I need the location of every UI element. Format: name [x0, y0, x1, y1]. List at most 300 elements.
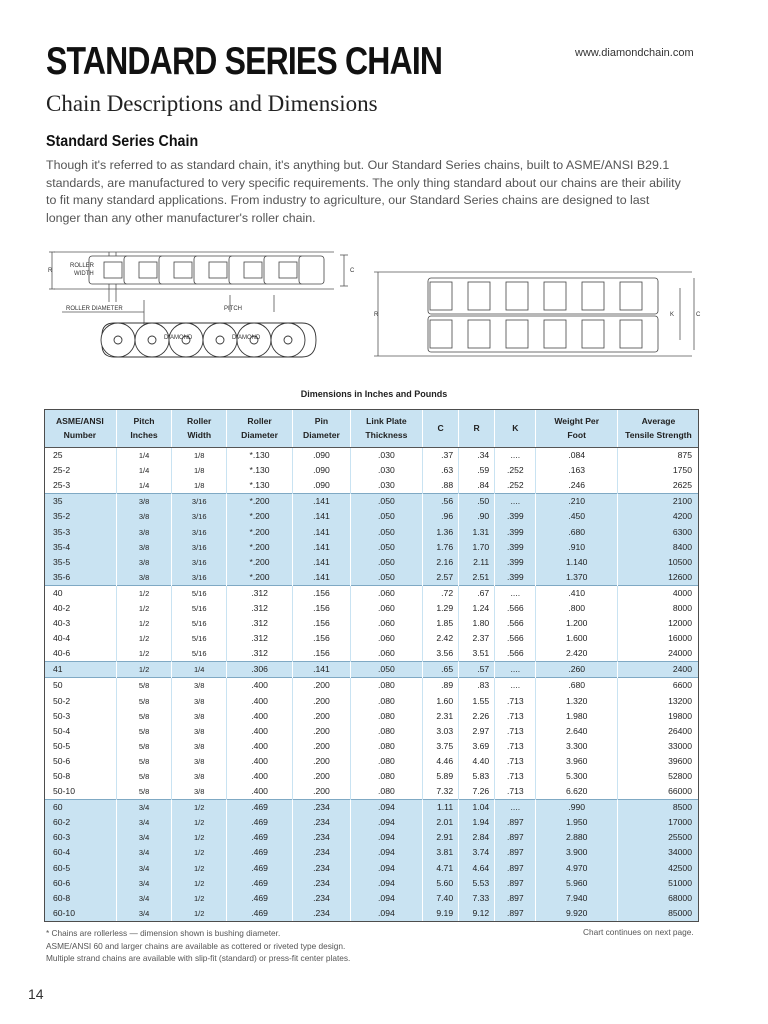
table-cell: 5/16: [172, 585, 227, 601]
table-cell: .234: [293, 800, 351, 816]
table-cell: 3/8: [172, 724, 227, 739]
table-cell: 50-6: [53, 755, 71, 766]
section-heading: Standard Series Chain: [46, 133, 199, 150]
table-cell: 5/8: [116, 754, 172, 769]
table-cell: 50-4: [53, 725, 71, 736]
table-row: [44, 800, 699, 816]
table-cell: 40-4: [53, 633, 71, 644]
table-cell: 5/8: [116, 709, 172, 724]
table-cell: .410: [536, 585, 617, 601]
table-cell: .141: [293, 494, 351, 510]
table-cell: 1/2: [116, 662, 172, 678]
table-cell: .210: [536, 494, 617, 510]
table-cell: 2.420: [536, 646, 617, 662]
table-cell: 9.19: [423, 906, 459, 921]
table-cell: 2.42: [423, 631, 459, 646]
table-cell: 6600: [617, 678, 699, 694]
table-cell: 68000: [617, 891, 699, 906]
table-cell: 1.950: [536, 815, 617, 830]
column-header-line2: Foot: [567, 430, 586, 440]
table-cell: .141: [293, 570, 351, 586]
table-cell: .084: [536, 448, 617, 464]
brand-mark-1: DIAMOND: [164, 335, 193, 341]
table-cell: 16000: [617, 631, 699, 646]
table-cell: 1.04: [459, 800, 495, 816]
c-label: C: [350, 268, 355, 274]
table-cell: 1/2: [116, 601, 172, 616]
table-cell: 3.56: [423, 646, 459, 662]
table-cell: ....: [495, 585, 536, 601]
table-cell: 3.960: [536, 754, 617, 769]
table-cell: 3/8: [116, 540, 172, 555]
table-cell: .37: [423, 448, 459, 464]
table-cell: 3/8: [172, 784, 227, 800]
table-cell: 1.94: [459, 815, 495, 830]
table-cell: 5.83: [459, 769, 495, 784]
table-cell: 52800: [617, 769, 699, 784]
table-cell: 50: [44, 678, 116, 694]
column-header-line1: Weight Per: [554, 416, 600, 426]
table-cell: .156: [293, 646, 351, 662]
r-label-2: R: [374, 312, 379, 318]
table-cell: 2.16: [423, 555, 459, 570]
table-cell: 50-10: [53, 786, 75, 797]
table-cell: .252: [495, 463, 536, 478]
table-cell: 8400: [617, 540, 699, 555]
table-row: [44, 616, 699, 631]
table-cell: 1.80: [459, 616, 495, 631]
column-header-line2: Tensile Strength: [625, 430, 692, 440]
table-cell: 19800: [617, 709, 699, 724]
table-cell: .094: [350, 815, 422, 830]
column-header-line2: Diameter: [303, 430, 340, 440]
table-cell: 1/2: [172, 830, 227, 845]
table-cell: .469: [227, 815, 293, 830]
table-cell: 1/2: [116, 585, 172, 601]
table-cell: .399: [495, 509, 536, 524]
table-cell: .897: [495, 830, 536, 845]
table-cell: 60-6: [44, 876, 116, 891]
column-header-line2: Inches: [130, 430, 158, 440]
table-cell: .566: [495, 646, 536, 662]
table-cell: 1/8: [172, 463, 227, 478]
table-cell: 60-8: [44, 891, 116, 906]
table-cell: .050: [350, 494, 422, 510]
table-cell: 1/4: [116, 448, 172, 464]
table-body: [44, 448, 699, 921]
column-header-line1: Roller: [247, 416, 272, 426]
table-cell: .399: [495, 524, 536, 539]
table-cell: *.200: [227, 524, 293, 539]
page-subtitle: Chain Descriptions and Dimensions: [46, 91, 378, 116]
table-cell: 3/4: [116, 845, 172, 860]
table-cell: *.130: [227, 478, 293, 494]
table-cell: .450: [536, 509, 617, 524]
width-label: WIDTH: [74, 271, 94, 277]
table-cell: 1.36: [423, 524, 459, 539]
table-cell: 4.970: [536, 861, 617, 876]
table-cell: .400: [227, 784, 293, 800]
table-cell: 1.600: [536, 631, 617, 646]
table-cell: 6300: [617, 524, 699, 539]
table-cell: .34: [459, 448, 495, 464]
column-header-line1: Link Plate: [366, 416, 407, 426]
table-row: [44, 662, 699, 678]
table-cell: .400: [227, 694, 293, 709]
table-cell: .400: [227, 769, 293, 784]
table-cell: .156: [293, 601, 351, 616]
table-cell: .96: [423, 509, 459, 524]
table-cell: .59: [459, 463, 495, 478]
table-cell: 4.40: [459, 754, 495, 769]
table-cell: .50: [459, 494, 495, 510]
table-cell: 3/8: [116, 555, 172, 570]
table-cell: .260: [536, 662, 617, 678]
table-cell: 5/16: [172, 631, 227, 646]
table-cell: .312: [227, 646, 293, 662]
pitch-label: PITCH: [224, 306, 242, 312]
column-header-line2: Thickness: [365, 430, 408, 440]
table-cell: 4.71: [423, 861, 459, 876]
table-cell: 39600: [617, 754, 699, 769]
table-cell: 1.29: [423, 601, 459, 616]
column-header: [459, 409, 495, 448]
table-cell: .094: [350, 876, 422, 891]
table-cell: 3/4: [116, 876, 172, 891]
table-row: [44, 709, 699, 724]
table-cell: .400: [227, 754, 293, 769]
table-cell: 5/8: [116, 724, 172, 739]
table-cell: .306: [227, 662, 293, 678]
column-header-line1: Pitch: [133, 416, 155, 426]
table-cell: .680: [536, 678, 617, 694]
table-cell: 35-4: [44, 540, 116, 555]
table-cell: 1/2: [172, 815, 227, 830]
table-cell: 60-2: [44, 815, 116, 830]
table-cell: .200: [293, 739, 351, 754]
single-strand-chain-diagram: [44, 240, 355, 378]
continued-note: Chart continues on next page.: [583, 927, 694, 937]
table-cell: 3/4: [116, 891, 172, 906]
table-cell: 3/4: [116, 800, 172, 816]
table-cell: .080: [350, 754, 422, 769]
table-cell: .566: [495, 601, 536, 616]
table-cell: 1.24: [459, 601, 495, 616]
page-title: STANDARD SERIES CHAIN: [46, 40, 443, 83]
table-cell: 1/2: [116, 646, 172, 662]
table-row: [44, 585, 699, 601]
table-cell: 4.46: [423, 754, 459, 769]
table-row: [44, 861, 699, 876]
table-cell: .469: [227, 861, 293, 876]
table-row: [44, 509, 699, 524]
table-cell: 1/4: [116, 463, 172, 478]
table-cell: .83: [459, 678, 495, 694]
table-cell: .897: [495, 906, 536, 921]
table-cell: 3/8: [172, 709, 227, 724]
table-cell: .050: [350, 540, 422, 555]
table-cell: 9.12: [459, 906, 495, 921]
table-cell: 25-2: [53, 465, 71, 476]
table-cell: .400: [227, 724, 293, 739]
table-cell: .469: [227, 891, 293, 906]
table-cell: .469: [227, 906, 293, 921]
column-header: [44, 409, 116, 448]
table-row: [44, 724, 699, 739]
table-cell: 1/4: [172, 662, 227, 678]
table-cell: .713: [495, 694, 536, 709]
table-row: [44, 448, 699, 464]
table-cell: .080: [350, 739, 422, 754]
table-cell: .090: [293, 463, 351, 478]
footnote-3: Multiple strand chains are available with slip-fit (standard) or press-fit center plates.: [46, 953, 351, 963]
table-row: [44, 815, 699, 830]
c-label-2: C: [696, 312, 701, 318]
table-cell: .400: [227, 739, 293, 754]
table-cell: .469: [227, 876, 293, 891]
table-cell: .030: [350, 478, 422, 494]
table-cell: 50-3: [53, 710, 71, 721]
table-cell: .713: [495, 739, 536, 754]
table-cell: .141: [293, 524, 351, 539]
table-cell: .094: [350, 891, 422, 906]
table-cell: .566: [495, 631, 536, 646]
table-cell: .680: [536, 524, 617, 539]
table-cell: .050: [350, 509, 422, 524]
table-cell: 1.320: [536, 694, 617, 709]
table-cell: .200: [293, 724, 351, 739]
table-cell: 1/2: [172, 861, 227, 876]
table-cell: .90: [459, 509, 495, 524]
table-cell: 9.920: [536, 906, 617, 921]
table-cell: .141: [293, 540, 351, 555]
table-cell: 3/8: [116, 524, 172, 539]
table-cell: 33000: [617, 739, 699, 754]
table-cell: 5.300: [536, 769, 617, 784]
table-cell: 1750: [617, 463, 699, 478]
table-cell: .156: [293, 616, 351, 631]
footnote-1: * Chains are rollerless — dimension shown is bushing diameter.: [46, 928, 281, 938]
table-cell: 2400: [617, 662, 699, 678]
table-cell: *.130: [227, 463, 293, 478]
table-cell: 35: [44, 494, 116, 510]
table-cell: 26400: [617, 724, 699, 739]
table-cell: 5/16: [172, 601, 227, 616]
table-cell: .399: [495, 555, 536, 570]
table-cell: 3/16: [172, 540, 227, 555]
double-strand-chain-diagram: [372, 268, 702, 360]
table-cell: 3/4: [116, 830, 172, 845]
table-cell: .060: [350, 601, 422, 616]
table-cell: .200: [293, 709, 351, 724]
table-row: [44, 646, 699, 662]
table-cell: .050: [350, 570, 422, 586]
table-cell: 50-5: [53, 740, 71, 751]
table-cell: 3/16: [172, 570, 227, 586]
table-cell: 2.91: [423, 830, 459, 845]
dimensions-table: [44, 409, 699, 921]
table-cell: ....: [495, 494, 536, 510]
table-row: [44, 524, 699, 539]
table-cell: *.200: [227, 494, 293, 510]
table-cell: 2.37: [459, 631, 495, 646]
table-cell: 3.74: [459, 845, 495, 860]
table-cell: .990: [536, 800, 617, 816]
table-cell: 3/4: [116, 815, 172, 830]
intro-paragraph: Though it's referred to as standard chain, it's anything but. Our Standard Series chains, built to ASME/ANSI B29.1 standards, are manufactured to very specific requirements. The only thing standard about our chains are their ability to fit many standard applications. From industry to agriculture, our Standard Series chains are designed to last longer than any other manufacturer's roller chain.: [46, 158, 681, 225]
table-cell: .030: [350, 463, 422, 478]
column-header-line1: K: [512, 423, 519, 433]
table-cell: 35-6: [44, 570, 116, 586]
table-cell: 1.980: [536, 709, 617, 724]
column-header: [293, 409, 351, 448]
table-cell: 51000: [617, 876, 699, 891]
table-cell: .080: [350, 724, 422, 739]
table-cell: 5/8: [116, 694, 172, 709]
table-cell: 35-5: [44, 555, 116, 570]
table-cell: .094: [350, 830, 422, 845]
table-cell: .050: [350, 662, 422, 678]
table-row: [44, 739, 699, 754]
table-cell: 2.880: [536, 830, 617, 845]
table-cell: 10500: [617, 555, 699, 570]
table-cell: 2.57: [423, 570, 459, 586]
table-cell: 1/8: [172, 448, 227, 464]
table-cell: 12600: [617, 570, 699, 586]
table-cell: .57: [459, 662, 495, 678]
table-cell: .060: [350, 616, 422, 631]
table-cell: 5/16: [172, 616, 227, 631]
table-cell: .312: [227, 585, 293, 601]
table-cell: 50-2: [53, 695, 71, 706]
table-cell: 40-2: [53, 602, 71, 613]
table-cell: 60-10: [44, 906, 116, 921]
table-row: [44, 601, 699, 616]
table-cell: .094: [350, 845, 422, 860]
table-cell: .094: [350, 906, 422, 921]
column-header-line1: Roller: [187, 416, 212, 426]
table-cell: .094: [350, 800, 422, 816]
table-cell: 5.89: [423, 769, 459, 784]
roller-label: ROLLER: [70, 263, 95, 269]
table-cell: 60-5: [44, 861, 116, 876]
table-row: [44, 494, 699, 510]
table-cell: 25: [53, 450, 63, 461]
table-cell: .050: [350, 555, 422, 570]
table-cell: 5/8: [116, 739, 172, 754]
table-row: [44, 694, 699, 709]
column-header-line2: Number: [63, 430, 97, 440]
table-cell: .234: [293, 845, 351, 860]
table-cell: 25-3: [53, 480, 71, 491]
table-cell: ....: [495, 662, 536, 678]
table-row: [44, 478, 699, 494]
table-cell: *.200: [227, 540, 293, 555]
website-url[interactable]: www.diamondchain.com: [575, 47, 694, 59]
table-cell: 3/8: [172, 694, 227, 709]
table-row: [44, 631, 699, 646]
table-cell: 50-8: [53, 771, 71, 782]
table-cell: .84: [459, 478, 495, 494]
table-cell: 1.70: [459, 540, 495, 555]
table-cell: .156: [293, 585, 351, 601]
table-cell: .312: [227, 631, 293, 646]
table-cell: 8500: [617, 800, 699, 816]
table-cell: 3.900: [536, 845, 617, 860]
table-cell: .141: [293, 509, 351, 524]
table-cell: .400: [227, 709, 293, 724]
table-row: [44, 830, 699, 845]
table-cell: 40-6: [53, 648, 71, 659]
table-cell: 13200: [617, 694, 699, 709]
table-cell: 3/4: [116, 906, 172, 921]
column-header: [172, 409, 227, 448]
table-cell: .080: [350, 784, 422, 800]
table-cell: 3.75: [423, 739, 459, 754]
table-cell: 24000: [617, 646, 699, 662]
table-cell: 1/4: [116, 478, 172, 494]
table-cell: ....: [495, 448, 536, 464]
table-cell: 3/4: [116, 861, 172, 876]
table-cell: .713: [495, 724, 536, 739]
table-row: [44, 570, 699, 586]
table-cell: .156: [293, 631, 351, 646]
table-cell: 5.960: [536, 876, 617, 891]
table-cell: .897: [495, 876, 536, 891]
table-cell: .72: [423, 585, 459, 601]
table-cell: 3.69: [459, 739, 495, 754]
table-row: [44, 678, 699, 694]
table-cell: .163: [536, 463, 617, 478]
table-cell: ....: [495, 678, 536, 694]
table-row: [44, 891, 699, 906]
table-cell: .897: [495, 891, 536, 906]
table-cell: .234: [293, 861, 351, 876]
table-row: [44, 845, 699, 860]
table-cell: 2100: [617, 494, 699, 510]
table-cell: 3/8: [172, 769, 227, 784]
column-header: [495, 409, 536, 448]
table-cell: .65: [423, 662, 459, 678]
table-cell: 1/2: [116, 616, 172, 631]
column-header-line1: Pin: [314, 416, 329, 426]
table-caption: Dimensions in Inches and Pounds: [300, 389, 448, 399]
table-cell: 3/8: [172, 678, 227, 694]
table-cell: 34000: [617, 845, 699, 860]
table-cell: .897: [495, 815, 536, 830]
table-cell: .234: [293, 906, 351, 921]
table-cell: 3.51: [459, 646, 495, 662]
table-cell: .030: [350, 448, 422, 464]
table-cell: 1.60: [423, 694, 459, 709]
table-cell: *.200: [227, 555, 293, 570]
table-cell: 66000: [617, 784, 699, 800]
brand-mark-2: DIAMOND: [232, 335, 261, 341]
table-cell: 25500: [617, 830, 699, 845]
table-cell: 60-3: [44, 830, 116, 845]
table-cell: .897: [495, 845, 536, 860]
table-cell: 3/8: [172, 754, 227, 769]
table-cell: 1/2: [172, 906, 227, 921]
table-cell: 7.33: [459, 891, 495, 906]
table-cell: .713: [495, 784, 536, 800]
table-cell: 4000: [617, 585, 699, 601]
table-cell: 3/16: [172, 555, 227, 570]
table-cell: 2.01: [423, 815, 459, 830]
table-cell: .141: [293, 662, 351, 678]
table-cell: 3.03: [423, 724, 459, 739]
table-cell: .399: [495, 540, 536, 555]
